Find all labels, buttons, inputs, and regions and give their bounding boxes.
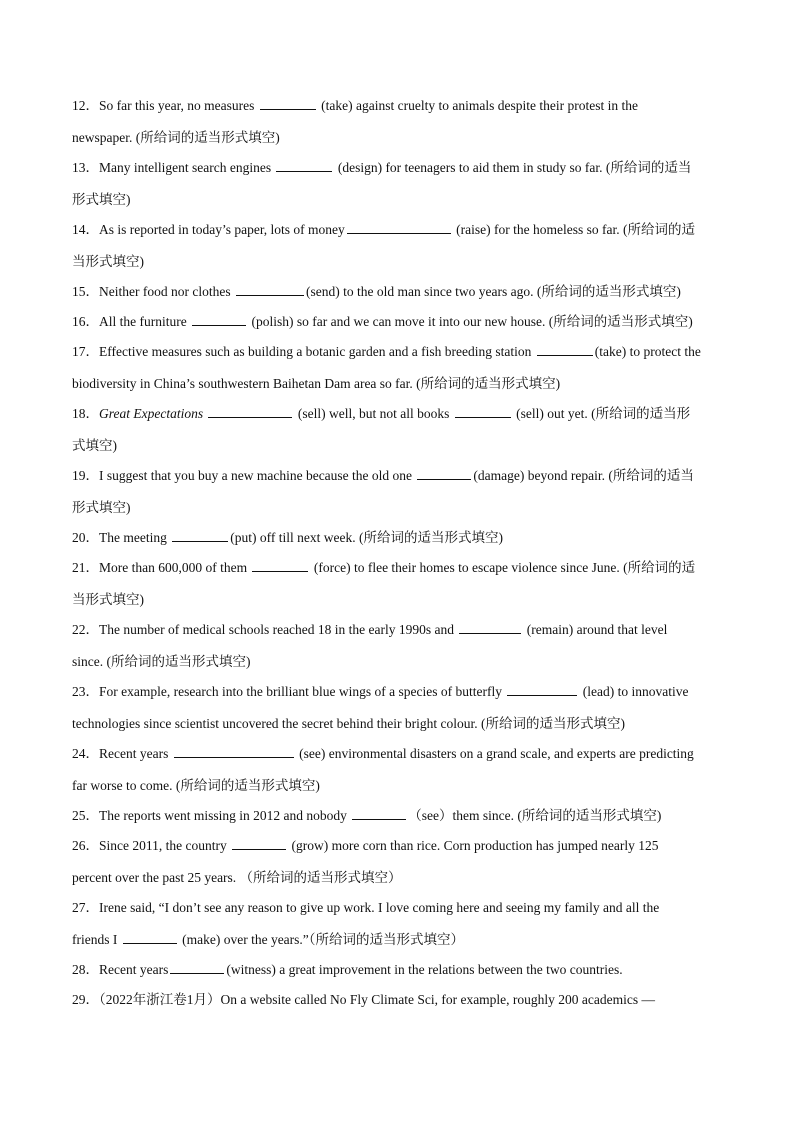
question-number: 21． (72, 560, 99, 575)
question-13-line-2 (72, 191, 730, 209)
book-title: Great Expectations (99, 406, 204, 421)
question-22-line-1 (72, 621, 730, 639)
question-text: (damage) beyond repair. (所给词的适当 (473, 468, 694, 483)
question-number: 14． (72, 222, 99, 237)
answer-blank[interactable] (123, 931, 177, 944)
question-text: (remain) around that level (526, 622, 668, 637)
question-text: 形式填空) (72, 500, 131, 515)
question-text: More than 600,000 of them (99, 560, 251, 575)
question-17-line-2 (72, 375, 730, 393)
question-text: Neither food nor clothes (99, 284, 234, 299)
question-text: The number of medical schools reached 18 in the early 1990s and (99, 622, 458, 637)
answer-blank[interactable] (507, 683, 577, 696)
answer-blank[interactable] (236, 283, 304, 296)
question-number: 18． (72, 406, 99, 421)
answer-blank[interactable] (537, 343, 593, 356)
question-text: 当形式填空) (72, 592, 144, 607)
question-text: (sell) out yet. (所给词的适当形 (516, 406, 691, 421)
answer-blank[interactable] (347, 221, 451, 234)
question-14-line-1 (72, 221, 730, 239)
question-18-line-2 (72, 437, 730, 455)
question-text: Since 2011, the country (99, 838, 231, 853)
question-text: I suggest that you buy a new machine because the old one (99, 468, 416, 483)
question-number: 29． (72, 992, 99, 1007)
question-text: (force) to flee their homes to escape violence since June. (所给词的适 (313, 560, 696, 575)
question-13-line-1 (72, 159, 730, 177)
question-25-line-1 (72, 807, 730, 825)
question-text: Recent years (99, 746, 172, 761)
question-12-line-1 (72, 97, 730, 115)
question-20-line-1 (72, 529, 730, 547)
question-number: 27． (72, 900, 99, 915)
question-text: biodiversity in China’s southwestern Baihetan Dam area so far. (所给词的适当形式填空) (72, 376, 561, 391)
question-29-line-1 (72, 991, 730, 1009)
question-text: (grow) more corn than rice. Corn production has jumped nearly 125 (291, 838, 659, 853)
question-17-line-1 (72, 343, 730, 361)
question-number: 26． (72, 838, 99, 853)
question-28-line-1 (72, 961, 730, 979)
question-text: The reports went missing in 2012 and nobody (99, 808, 351, 823)
question-26-line-2 (72, 869, 730, 887)
question-26-line-1 (72, 837, 730, 855)
question-text: 当形式填空) (72, 254, 144, 269)
answer-blank[interactable] (260, 97, 316, 110)
question-text: (make) over the years.”（所给词的适当形式填空） (182, 932, 465, 947)
question-number: 28． (72, 962, 99, 977)
question-23-line-1 (72, 683, 730, 701)
question-text: (lead) to innovative (582, 684, 689, 699)
question-21-line-1 (72, 559, 730, 577)
question-text: Effective measures such as building a botanic garden and a fish breeding station (99, 344, 535, 359)
answer-blank[interactable] (252, 559, 308, 572)
question-text: friends I (72, 932, 121, 947)
question-text: （2022年浙江卷1月）On a website called No Fly Climate Sci, for example, roughly 200 academics — (99, 992, 656, 1007)
answer-blank[interactable] (208, 405, 292, 418)
answer-blank[interactable] (172, 529, 228, 542)
answer-blank[interactable] (417, 467, 471, 480)
answer-blank[interactable] (170, 961, 224, 974)
answer-blank[interactable] (174, 745, 294, 758)
question-text: percent over the past 25 years. （所给词的适当形式填空） (72, 870, 402, 885)
question-text: (sell) well, but not all books (297, 406, 453, 421)
question-text: (send) to the old man since two years ago. (所给词的适当形式填空) (305, 284, 681, 299)
question-number: 23． (72, 684, 99, 699)
question-text: since. (所给词的适当形式填空) (72, 654, 251, 669)
answer-blank[interactable] (459, 621, 521, 634)
question-text: (witness) a great improvement in the relations between the two countries. (226, 962, 623, 977)
question-number: 19． (72, 468, 99, 483)
answer-blank[interactable] (352, 807, 406, 820)
question-text: (take) against cruelty to animals despite their protest in the (321, 98, 638, 113)
question-text: 形式填空) (72, 192, 131, 207)
question-number: 20． (72, 530, 99, 545)
question-number: 15． (72, 284, 99, 299)
question-27-line-1 (72, 899, 730, 917)
answer-blank[interactable] (276, 159, 332, 172)
question-text: All the furniture (99, 314, 191, 329)
question-text: (polish) so far and we can move it into our new house. (所给词的适当形式填空) (251, 314, 693, 329)
question-text: Irene said, “I don’t see any reason to give up work. I love coming here and seeing my family and all the (99, 900, 660, 915)
question-14-line-2 (72, 253, 730, 271)
question-text: (design) for teenagers to aid them in study so far. (所给词的适当 (337, 160, 692, 175)
question-19-line-1 (72, 467, 730, 485)
question-number: 12． (72, 98, 99, 113)
question-number: 16． (72, 314, 99, 329)
question-21-line-2 (72, 591, 730, 609)
question-number: 13． (72, 160, 99, 175)
question-text: newspaper. (所给词的适当形式填空) (72, 130, 280, 145)
question-text: So far this year, no measures (99, 98, 258, 113)
question-18-line-1 (72, 405, 730, 423)
question-text: technologies since scientist uncovered the secret behind their bright colour. (所给词的适当形式填空) (72, 716, 625, 731)
question-27-line-2 (72, 931, 730, 949)
question-number: 25． (72, 808, 99, 823)
question-24-line-2 (72, 777, 730, 795)
question-22-line-2 (72, 653, 730, 671)
question-24-line-1 (72, 745, 730, 763)
answer-blank[interactable] (192, 313, 246, 326)
question-text: Many intelligent search engines (99, 160, 275, 175)
question-text: （see）them since. (所给词的适当形式填空) (408, 808, 662, 823)
question-15-line-1 (72, 283, 730, 301)
question-text: For example, research into the brilliant blue wings of a species of butterfly (99, 684, 506, 699)
question-12-line-2 (72, 129, 730, 147)
question-text: As is reported in today’s paper, lots of money (99, 222, 345, 237)
question-number: 17． (72, 344, 99, 359)
question-text: (take) to protect the (594, 344, 701, 359)
question-16-line-1 (72, 313, 730, 331)
question-text: Recent years (99, 962, 169, 977)
question-number: 24． (72, 746, 99, 761)
answer-blank[interactable] (455, 405, 511, 418)
question-text: The meeting (99, 530, 171, 545)
answer-blank[interactable] (232, 837, 286, 850)
question-number: 22． (72, 622, 99, 637)
question-text: (see) environmental disasters on a grand scale, and experts are predicting (299, 746, 694, 761)
question-text: 式填空) (72, 438, 117, 453)
question-23-line-2 (72, 715, 730, 733)
question-text: (put) off till next week. (所给词的适当形式填空) (230, 530, 503, 545)
question-text: (raise) for the homeless so far. (所给词的适 (456, 222, 695, 237)
question-19-line-2 (72, 499, 730, 517)
question-text: far worse to come. (所给词的适当形式填空) (72, 778, 320, 793)
